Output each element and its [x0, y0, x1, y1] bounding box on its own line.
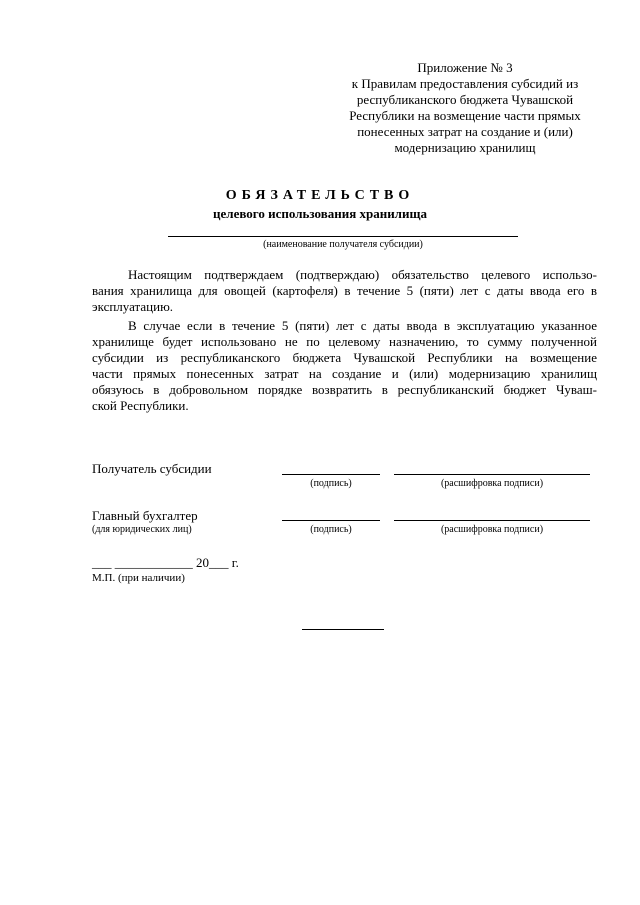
- appendix-header: [320, 60, 610, 156]
- document-subtitle: целевого использования хранилища: [213, 206, 427, 221]
- stamp-place: М.П. (при наличии): [92, 572, 185, 584]
- paragraph-line: В случае если в течение 5 (пяти) лет с даты ввода в эксплуатацию указанное: [128, 318, 597, 333]
- accountant-decryption-line: [394, 520, 590, 521]
- date-line: ___ ____________ 20___ г.: [92, 555, 239, 570]
- appendix-line: модернизацию хранилищ: [394, 140, 536, 155]
- paragraph-line: эксплуатацию.: [92, 299, 174, 314]
- document-title: ОБЯЗАТЕЛЬСТВО: [225, 188, 415, 203]
- paragraph-line: Настоящим подтверждаем (подтверждаю) обязательство целевого использо-: [128, 267, 597, 282]
- accountant-signature-line: [282, 520, 380, 521]
- accountant-label: Главный бухгалтер: [92, 508, 198, 523]
- accountant-note: (для юридических лиц): [92, 524, 192, 535]
- recipient-decryption-caption: (расшифровка подписи): [440, 478, 544, 489]
- recipient-name-caption: (наименование получателя субсидии): [263, 239, 423, 250]
- paragraph-line: ской Республики.: [92, 398, 189, 413]
- appendix-line: Республики на возмещение части прямых: [349, 108, 581, 123]
- recipient-label: Получатель субсидии: [92, 461, 212, 476]
- paragraph-line: субсидии из республиканского бюджета Чувашской Республики на возмещение: [92, 350, 597, 365]
- appendix-line: Приложение № 3: [417, 60, 513, 75]
- paragraph-refund: [92, 318, 597, 414]
- paragraph-obligation: [92, 267, 597, 315]
- accountant-decryption-caption: (расшифровка подписи): [440, 524, 544, 535]
- recipient-signature-line: [282, 474, 380, 475]
- accountant-signature-caption: (подпись): [310, 524, 352, 535]
- appendix-line: республиканского бюджета Чувашской: [356, 92, 574, 107]
- recipient-signature-caption: (подпись): [310, 478, 352, 489]
- bottom-rule: [302, 629, 384, 630]
- appendix-line: к Правилам предоставления субсидий из: [351, 76, 579, 91]
- paragraph-line: обязуюсь в добровольном порядке возвратить в республиканский бюджет Чуваш-: [92, 382, 597, 397]
- recipient-name-line: [168, 236, 518, 237]
- appendix-line: понесенных затрат на создание и (или): [357, 124, 573, 139]
- paragraph-line: хранилище будет использовано не по целевому назначению, то сумму полученной: [92, 334, 597, 349]
- recipient-decryption-line: [394, 474, 590, 475]
- paragraph-line: части прямых понесенных затрат на создание и (или) модернизацию хранилищ: [92, 366, 597, 381]
- paragraph-line: вания хранилища для овощей (картофеля) в течение 5 (пяти) лет с даты ввода его в: [92, 283, 597, 298]
